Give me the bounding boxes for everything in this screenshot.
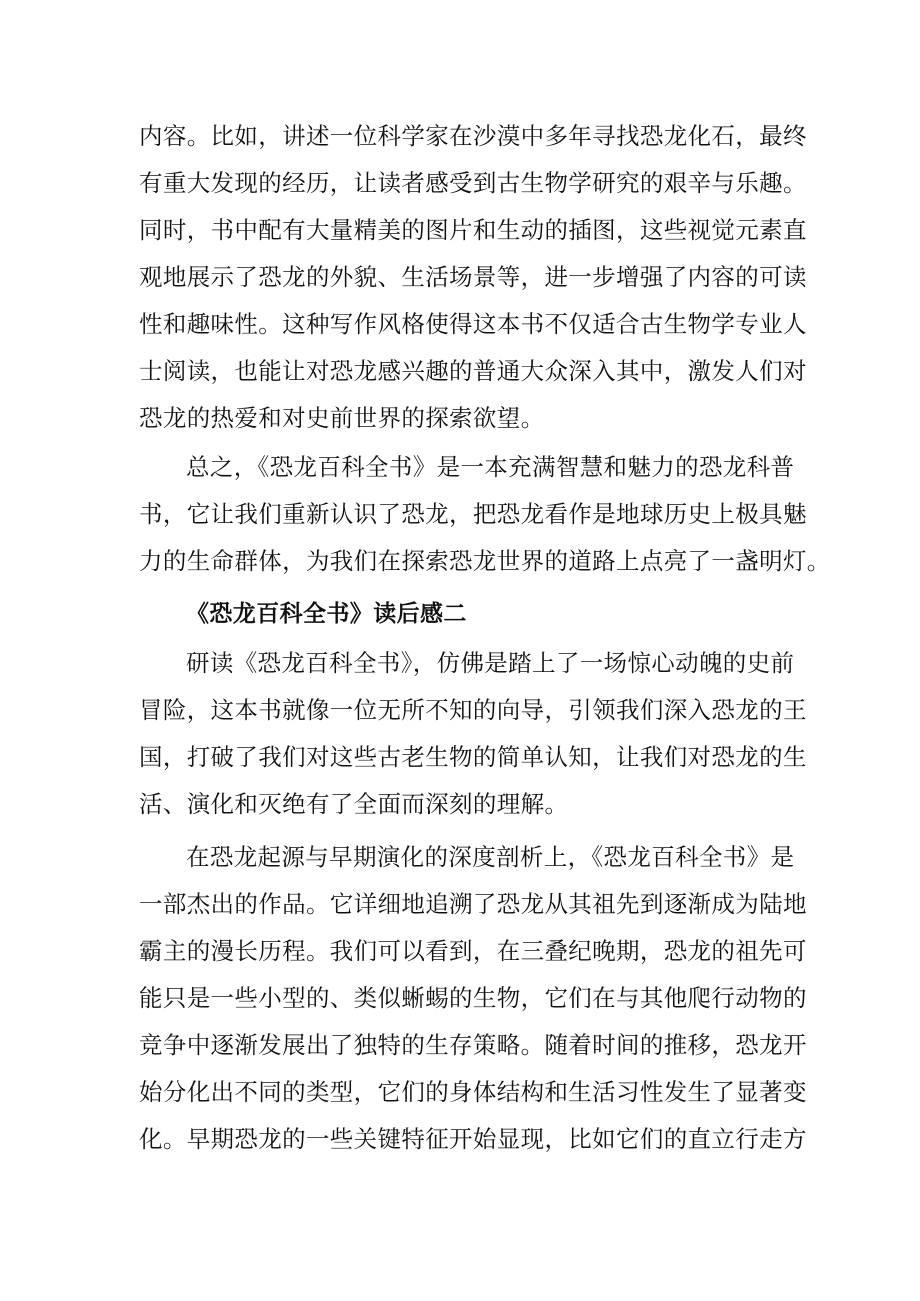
text-line: 霸主的漫长历程。我们可以看到，在三叠纪晚期，恐龙的祖先可: [139, 937, 807, 965]
text-line: 国，打破了我们对这些古老生物的简单认知，让我们对恐龙的生: [139, 743, 807, 771]
text-line: 同时，书中配有大量精美的图片和生动的插图，这些视觉元素直: [139, 216, 807, 244]
text-line: 士阅读，也能让对恐龙感兴趣的普通大众深入其中，激发人们对: [139, 357, 807, 385]
text-line: 力的生命群体，为我们在探索恐龙世界的道路上点亮了一盏明灯。: [139, 547, 831, 575]
text-line: 化。早期恐龙的一些关键特征开始显现，比如它们的直立行走方: [139, 1125, 807, 1153]
paragraph-first-line: 在恐龙起源与早期演化的深度剖析上，《恐龙百科全书》是: [186, 843, 795, 871]
text-line: 活、演化和灭绝有了全面而深刻的理解。: [139, 790, 569, 818]
text-line: 书，它让我们重新认识了恐龙，把恐龙看作是地球历史上极具魅: [139, 500, 807, 528]
text-line: 竞争中逐渐发展出了独特的生存策略。随着时间的推移，恐龙开: [139, 1031, 807, 1059]
paragraph-first-line: 研读《恐龙百科全书》，仿佛是踏上了一场惊心动魄的史前: [186, 649, 795, 677]
text-line: 冒险，这本书就像一位无所不知的向导，引领我们深入恐龙的王: [139, 696, 807, 724]
text-line: 性和趣味性。这种写作风格使得这本书不仅适合古生物学专业人: [139, 310, 807, 338]
text-line: 一部杰出的作品。它详细地追溯了恐龙从其祖先到逐渐成为陆地: [139, 890, 807, 918]
text-line: 观地展示了恐龙的外貌、生活场景等，进一步增强了内容的可读: [139, 263, 807, 291]
text-line: 始分化出不同的类型，它们的身体结构和生活习性发生了显著变: [139, 1078, 807, 1106]
paragraph-first-line: 总之，《恐龙百科全书》是一本充满智慧和魅力的恐龙科普: [186, 453, 795, 481]
text-line: 有重大发现的经历，让读者感受到古生物学研究的艰辛与乐趣。: [139, 169, 807, 197]
text-line: 恐龙的热爱和对史前世界的探索欲望。: [139, 404, 545, 432]
text-line: 能只是一些小型的、类似蜥蜴的生物，它们在与其他爬行动物的: [139, 984, 807, 1012]
text-line: 内容。比如，讲述一位科学家在沙漠中多年寻找恐龙化石，最终: [139, 122, 807, 150]
section-heading: 《恐龙百科全书》读后感二: [186, 601, 467, 627]
